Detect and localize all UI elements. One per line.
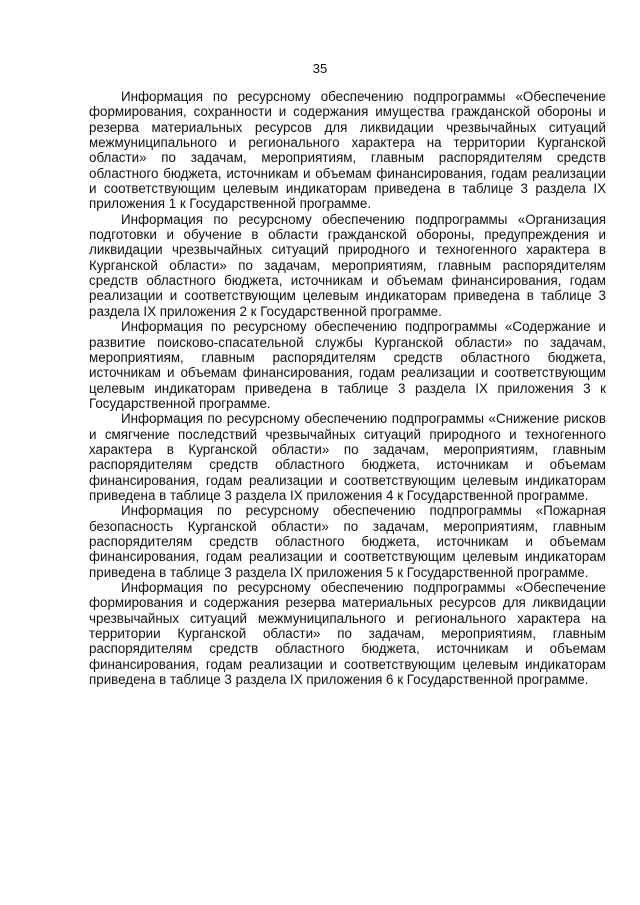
paragraph-subprogram-3: Информация по ресурсному обеспечению подпрограммы «Содержание и развитие поисково-спасательной службы Курганской области» по задачам, мероприятиям, главным распорядителям средств областного бюджета, источникам и объемам финансирования, годам реализации и соответствующим целевым индикаторам приведена в таблице 3 раздела IX приложения 3 к Государственной программе. <box>89 319 606 411</box>
paragraph-subprogram-2: Информация по ресурсному обеспечению подпрограммы «Организация подготовки и обучение в области гражданской обороны, предупреждения и ликвидации чрезвычайных ситуаций природного и техногенного характера в Курганской области» по задачам, мероприятиям, главным распорядителям средств областного бюджета, источникам и объемам финансирования, годам реализации и соответствующим целевым индикаторам приведена в таблице 3 раздела IX приложения 2 к Государственной программе. <box>89 211 606 319</box>
paragraph-subprogram-4: Информация по ресурсному обеспечению подпрограммы «Снижение рисков и смягчение последствий чрезвычайных ситуаций природного и техногенного характера в Курганской области» по задачам, мероприятиям, главным распорядителям средств областного бюджета, источникам и объемам финансирования, годам реализации и соответствующим целевым индикаторам приведена в таблице 3 раздела IX приложения 4 к Государственной программе. <box>89 411 606 503</box>
document-body <box>89 89 606 687</box>
paragraph-subprogram-1: Информация по ресурсному обеспечению подпрограммы «Обеспечение формирования, сохранности и содержания имущества гражданской обороны и резерва материальных ресурсов для ликвидации чрезвычайных ситуаций межмуниципального и регионального характера на территории Курганской области» по задачам, мероприятиям, главным распорядителям средств областного бюджета, источникам и объемам финансирования, годам реализации и соответствующим целевым индикаторам приведена в таблице 3 раздела IX приложения 1 к Государственной программе. <box>89 89 606 212</box>
paragraph-subprogram-5: Информация по ресурсному обеспечению подпрограммы «Пожарная безопасность Курганской области» по задачам, мероприятиям, главным распорядителям средств областного бюджета, источникам и объемам финансирования, годам реализации и соответствующим целевым индикаторам приведена в таблице 3 раздела IX приложения 5 к Государственной программе. <box>89 503 606 580</box>
paragraph-subprogram-6: Информация по ресурсному обеспечению подпрограммы «Обеспечение формирования и содержания резерва материальных ресурсов для ликвидации чрезвычайных ситуаций межмуниципального и регионального характера на территории Курганской области» по задачам, мероприятиям, главным распорядителям средств областного бюджета, источникам и объемам финансирования, годам реализации и соответствующим целевым индикаторам приведена в таблице 3 раздела IX приложения 6 к Государственной программе. <box>89 580 606 688</box>
page-number: 35 <box>312 61 328 76</box>
